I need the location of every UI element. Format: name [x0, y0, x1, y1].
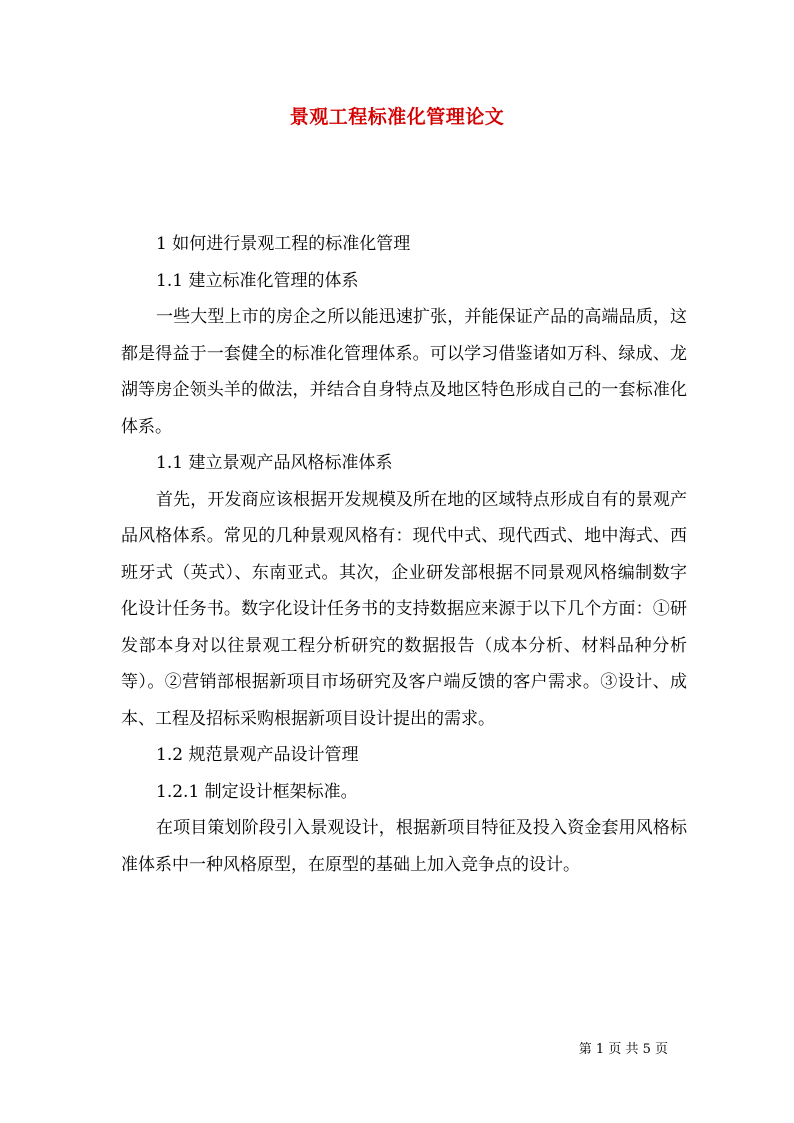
heading-1-2-1: 1.2.1 制定设计框架标准。 — [156, 781, 358, 802]
document-body — [121, 226, 687, 883]
heading-1-1-style: 1.1 建立景观产品风格标准体系 — [156, 453, 393, 473]
paragraph-standard-system: 一些大型上市的房企之所以能迅速扩张，并能保证产品的高端品质，这都是得益于一套健全的标准化管理体系。可以学习借鉴诸如万科、绿成、龙湖等房企领头羊的做法，并结合自身特点及地区特色形成自己的一套标准化体系。 — [121, 307, 687, 437]
heading-1-2: 1.2 规范景观产品设计管理 — [156, 745, 359, 765]
heading-1: 1 如何进行景观工程的标准化管理 — [156, 234, 411, 254]
heading-1-1: 1.1 建立标准化管理的体系 — [156, 270, 359, 291]
document-title: 景观工程标准化管理论文 — [289, 106, 505, 128]
paragraph-style-system: 首先，开发商应该根据开发规模及所在地的区域特点形成自有的景观产品风格体系。常见的几种景观风格有：现代中式、现代西式、地中海式、西班牙式（英式）、东南亚式。其次，企业研发部根据不同景观风格编制数字化设计任务书。数字化设计任务书的支持数据应来源于以下几个方面：①研发部本身对以往景观工程分析研究的数据报告（成本分析、材料品种分析等）。②营销部根据新项目市场研究及客户端反馈的客户需求。③设计、成本、工程及招标采购根据新项目设计提出的需求。 — [121, 489, 687, 729]
paragraph-design-framework: 在项目策划阶段引入景观设计，根据新项目特征及投入资金套用风格标准体系中一种风格原型，在原型的基础上加入竞争点的设计。 — [121, 818, 687, 875]
page-number: 第 1 页 共 5 页 — [578, 1042, 668, 1057]
